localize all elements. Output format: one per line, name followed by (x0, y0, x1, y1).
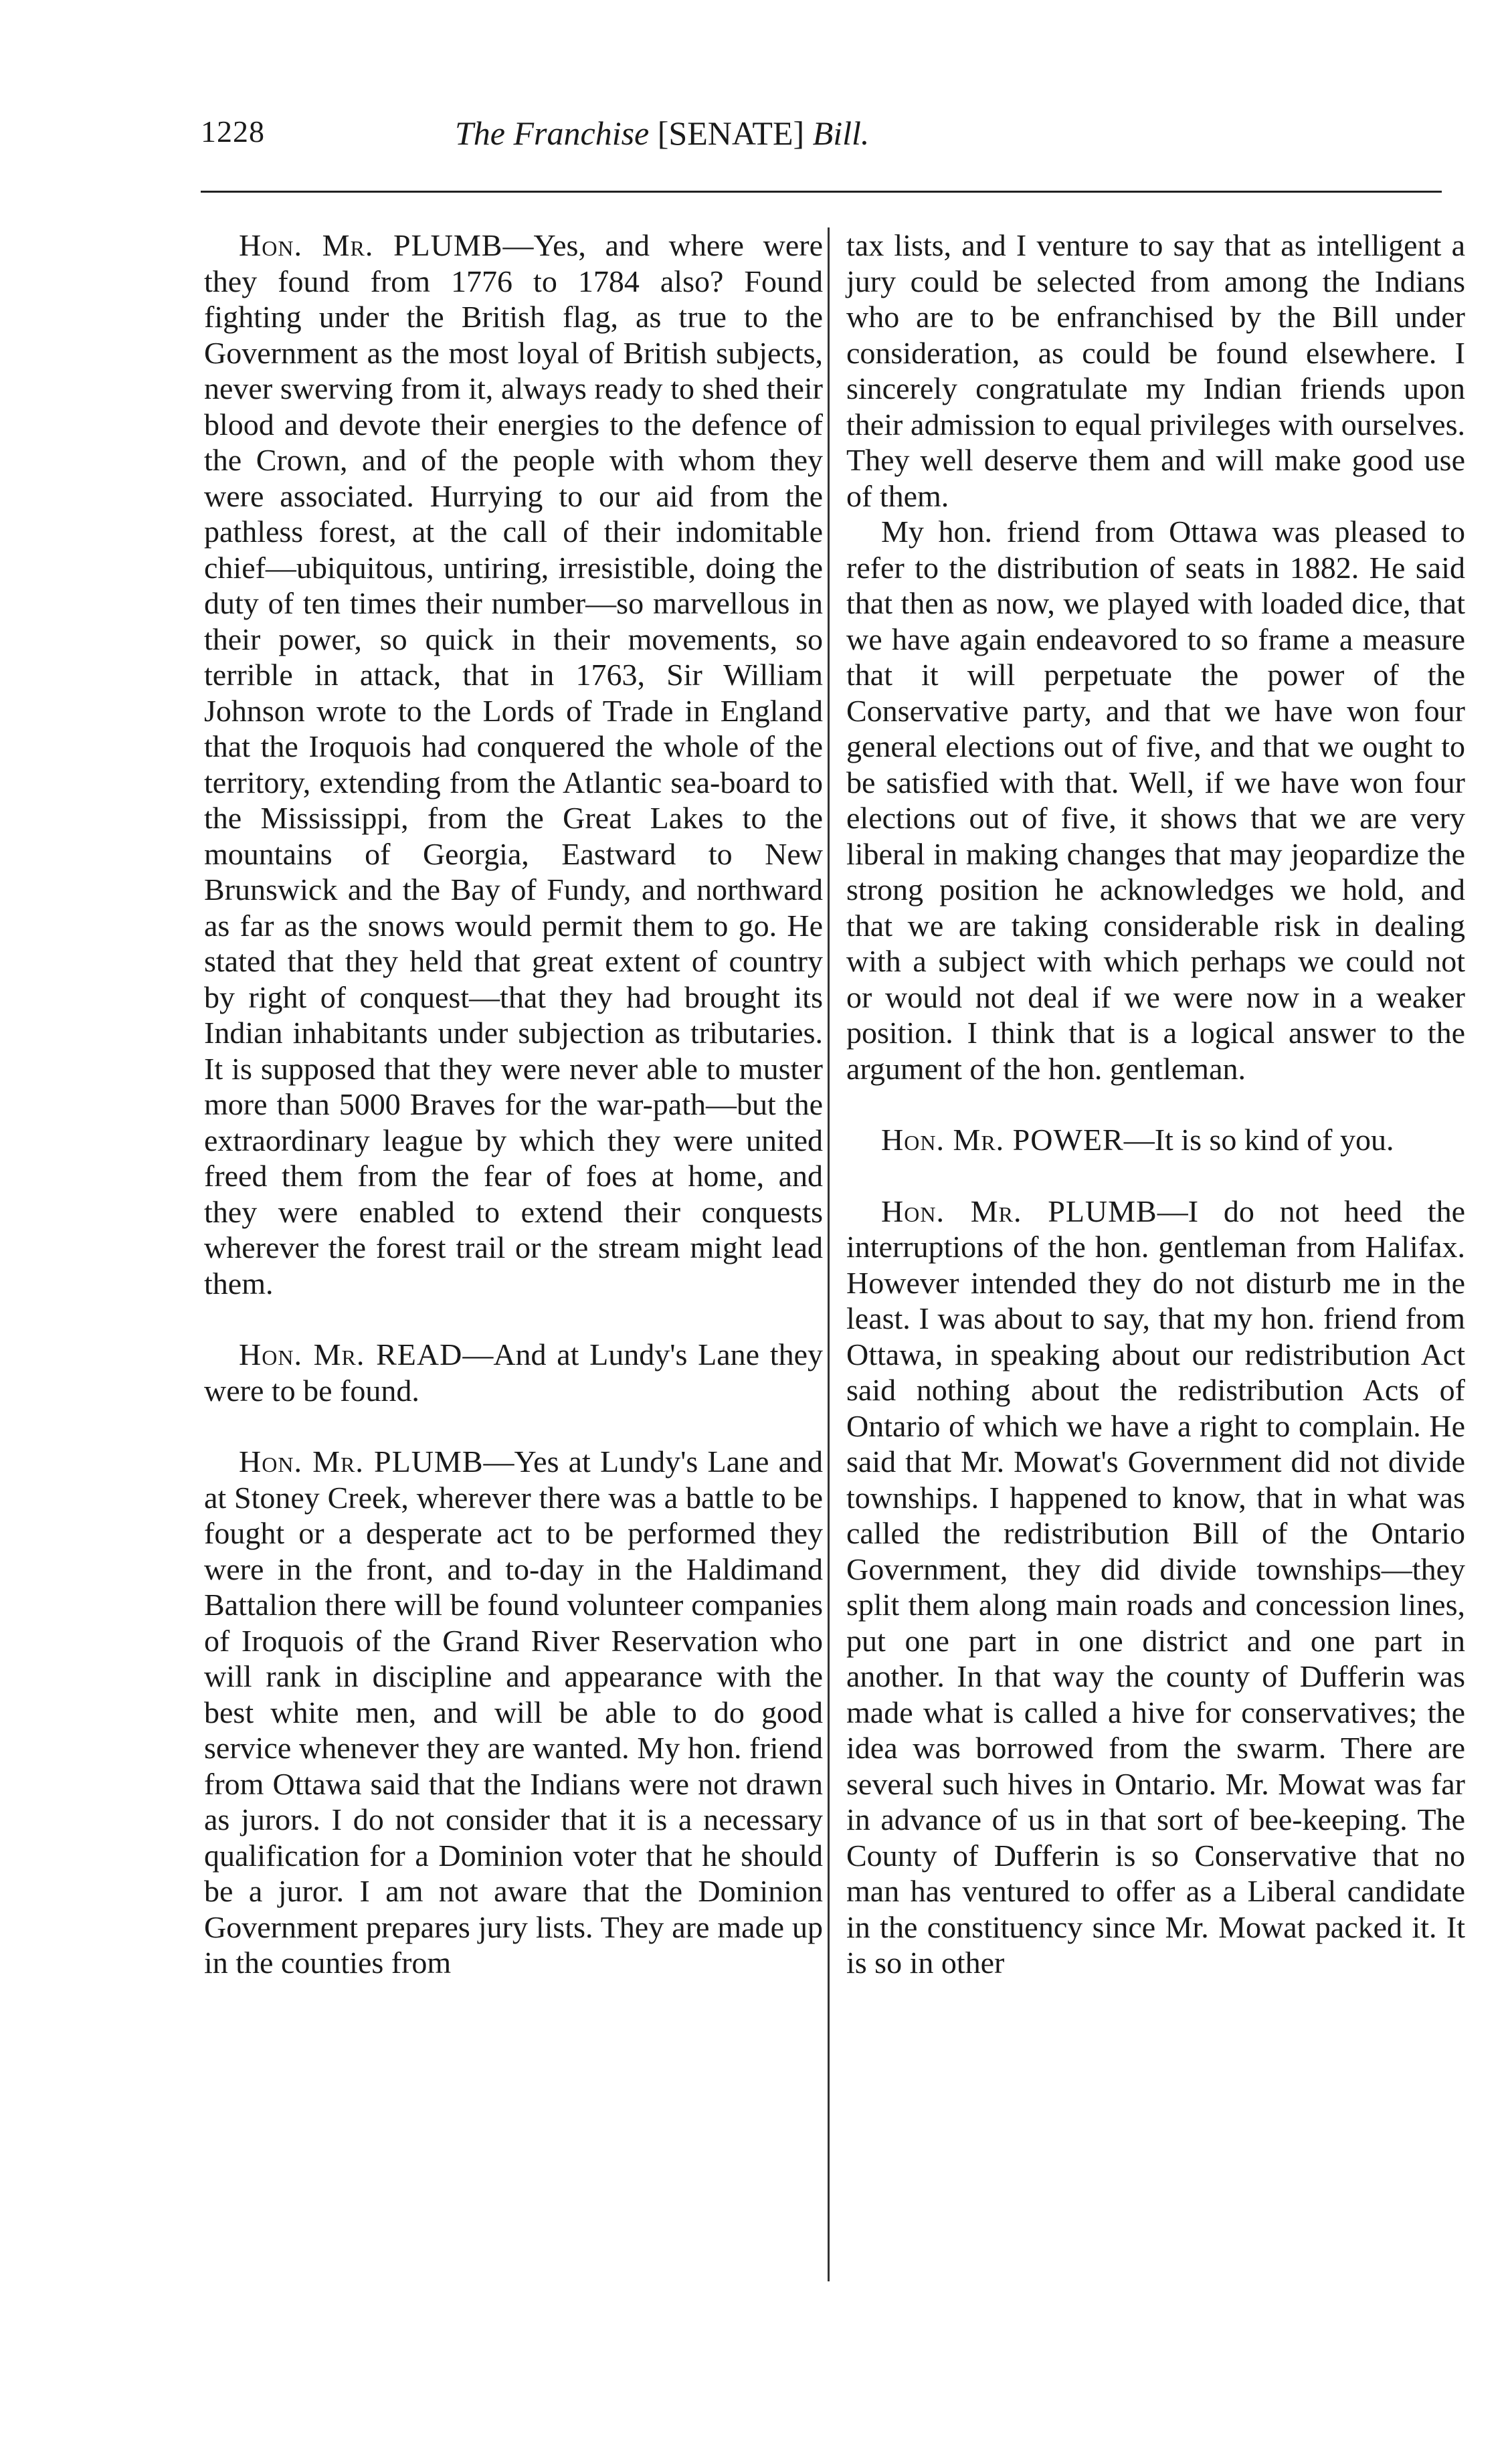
running-title-bracket: [SENATE] (657, 114, 805, 152)
page-number: 1228 (201, 114, 265, 149)
running-title-part2: Bill. (812, 114, 870, 152)
running-title (455, 114, 869, 153)
paragraph-text: —And at Lundy's Lane they were to be found. (204, 1337, 823, 1408)
header-rule (201, 191, 1442, 193)
paragraph-text: —I do not heed the interruptions of the hon. gentleman from Halifax. However intended they do not disturb me in the least. I was about to say, that my hon. friend from Ottawa, in speaking about our redistribution Act said nothing about the redistribution Acts of Ontario of which we have a right to complain. He said that Mr. Mowat's Government did not divide townships. I happened to know, that in what was called the redistribution Bill of the Ontario Government, they did divide townships—they split them along main roads and concession lines, put one part in one district and one part in another. In that way the county of Dufferin was made what is called a hive for conservatives; the idea was borrowed from the swarm. There are several such hives in Ontario. Mr. Mowat was far in advance of us in that sort of bee-keeping. The County of Dufferin is so Conservative that no man has ventured to offer as a Liberal candidate in the constituency since Mr. Mowat packed it. It is so in other (846, 1194, 1465, 1980)
paragraph (204, 227, 823, 1301)
paragraph-text: —Yes at Lundy's Lane and at Stoney Creek, wherever there was a battle to be fought or a desperate act to be performed they were in the front, and to-day in the Haldimand Battalion there will be found volunteer companies of Iroquois of the Grand River Reservation who will rank in discipline and appearance with the best white men, and will be able to do good service whenever they are wanted. My hon. friend from Ottawa said that the Indians were not drawn as jurors. I do not consider that it is a necessary qualification for a Dominion voter that he should be a juror. I am not aware that the Dominion Government prepares jury lists. They are made up in the counties from (204, 1444, 823, 1980)
speaker-name: Hon. Mr. READ (239, 1337, 463, 1372)
paragraph (204, 1444, 823, 1981)
paragraph-text: tax lists, and I venture to say that as intelligent a jury could be selected from among the Indians who are to be enfranchised by the Bill under consideration, as could be found elsewhere. I sincerely congratulate my Indian friends upon their admission to equal privileges with ourselves. They well deserve them and will make good use of them. (846, 228, 1465, 513)
left-column (204, 227, 823, 1981)
speaker-name: Hon. Mr. PLUMB (239, 1444, 484, 1479)
right-column (846, 227, 1465, 1981)
column-divider (828, 227, 830, 2281)
paragraph (846, 1194, 1465, 1981)
speaker-name: Hon. Mr. PLUMB (881, 1194, 1157, 1228)
speaker-name: Hon. Mr. POWER (881, 1123, 1124, 1157)
page-header (201, 114, 1445, 167)
paragraph (846, 514, 1465, 1086)
paragraph (846, 227, 1465, 514)
paragraph-text: My hon. friend from Ottawa was pleased to refer to the distribution of seats in 1882. He said that then as now, we played with loaded dice, that we have again endeavored to so frame a measure that it will perpetuate the power of the Conservative party, and that we have won four general elections out of five, and that we ought to be satisfied with that. Well, if we have won four elections out of five, it shows that we are very liberal in making changes that may jeopardize the strong position he acknowledges we hold, and that we are taking considerable risk in dealing with a subject with which perhaps we could not or would not deal if we were now in a weaker position. I think that is a logical answer to the argument of the hon. gentleman. (846, 514, 1465, 1086)
speaker-name: Hon. Mr. PLUMB (239, 228, 503, 262)
paragraph (204, 1337, 823, 1408)
running-title-part1: The Franchise (455, 114, 650, 152)
paragraph-text: —Yes, and where were they found from 1776 to 1784 also? Found fighting under the British flag, as true to the Government as the most loyal of British subjects, never swerving from it, always ready to shed their blood and devote their energies to the defence of the Crown, and of the people with whom they were associated. Hurrying to our aid from the pathless forest, at the call of their indomitable chief—ubiquitous, untiring, irresistible, doing the duty of ten times their number—so marvellous in their power, so quick in their movements, so terrible in attack, that in 1763, Sir William Johnson wrote to the Lords of Trade in England that the Iroquois had conquered the whole of the territory, extending from the Atlantic sea-board to the Mississippi, from the Great Lakes to the mountains of Georgia, Eastward to New Brunswick and the Bay of Fundy, and northward as far as the snows would permit them to go. He stated that they held that great extent of country by right of conquest—that they had brought its Indian inhabitants under subjection as tributaries. It is supposed that they were never able to muster more than 5000 Braves for the war-path—but the extraordinary league by which they were united freed them from the fear of foes at home, and they were enabled to extend their conquests wherever the forest trail or the stream might lead them. (204, 228, 823, 1301)
paragraph (846, 1122, 1465, 1158)
paragraph-text: —It is so kind of you. (1123, 1123, 1394, 1157)
